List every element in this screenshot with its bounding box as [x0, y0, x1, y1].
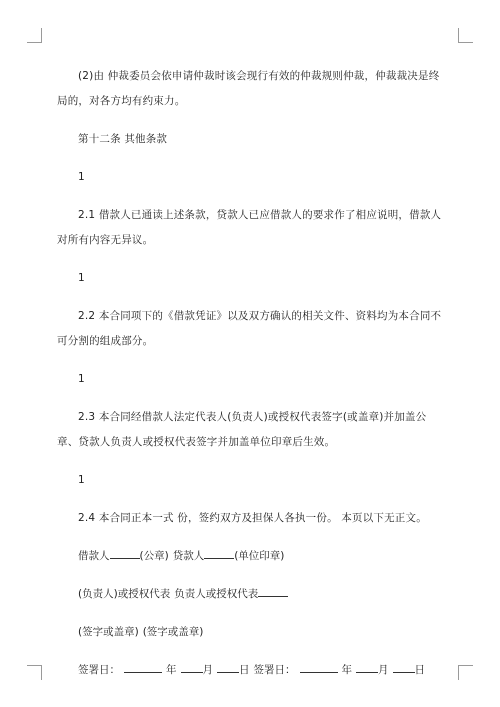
month-blank-right	[356, 661, 378, 673]
year-blank-right	[300, 661, 338, 673]
year-blank-left	[124, 661, 162, 673]
paragraph-number: 1	[78, 373, 85, 385]
sign-left: (签字或盖章)	[78, 626, 139, 638]
day-left: 日	[239, 664, 250, 676]
rep-right: 负责人或授权代表	[174, 588, 259, 600]
lender-seal: (单位印章)	[234, 550, 285, 562]
section-heading-article-12: 第十二条 其他条款	[78, 133, 168, 145]
paragraph-clause-2-2: 2.2 本合同项下的《借款凭证》以及双方确认的相关文件、资料均为本合同不可分割的组成部分。	[57, 310, 442, 347]
date-label-left: 签署日：	[78, 664, 120, 676]
paragraph-number: 1	[78, 171, 85, 183]
rep-blank	[258, 585, 288, 597]
crop-mark-bottom-left	[27, 665, 42, 680]
month-blank-left	[181, 661, 203, 673]
paragraph-clause-2-3: 2.3 本合同经借款人法定代表人(负责人)或授权代表签字(或盖章)并加盖公章、贷款人负责人或授权代表签字并加盖单位印章后生效。	[57, 411, 427, 448]
year-right: 年	[341, 664, 352, 676]
signature-parties-line	[57, 544, 445, 569]
lender-label: 贷款人	[172, 550, 205, 562]
day-blank-left	[217, 661, 239, 673]
sign-right: (签字或盖章)	[142, 626, 204, 638]
crop-mark-bottom-right	[458, 665, 473, 680]
lender-blank	[204, 547, 234, 559]
day-blank-right	[393, 661, 415, 673]
month-left: 月	[202, 664, 213, 676]
paragraph-number: 1	[78, 272, 85, 284]
rep-left: (负责人)或授权代表	[78, 588, 171, 600]
document-body	[57, 64, 445, 696]
paragraph-clause-2-4: 2.4 本合同正本一式 份，签约双方及担保人各执一份。 本页以下无正文。	[78, 512, 427, 524]
paragraph-clause-2-1: 2.1 借款人已通读上述条款，贷款人已应借款人的要求作了相应说明，借款人对所有内容无异议。	[57, 209, 442, 246]
signature-representative-line	[57, 582, 445, 607]
borrower-blank	[110, 547, 140, 559]
borrower-label: 借款人	[78, 550, 110, 562]
crop-mark-top-left	[27, 28, 42, 43]
paragraph-arbitration: (2)由 仲裁委员会依申请仲裁时该会现行有效的仲裁规则仲裁，仲裁裁决是终局的，对各方均有约束力。	[57, 70, 440, 107]
paragraph-number: 1	[78, 474, 85, 486]
day-right: 日	[414, 664, 425, 676]
signature-date-line	[57, 658, 445, 683]
crop-mark-top-right	[458, 28, 473, 43]
signature-sign-line	[57, 620, 445, 645]
month-right: 月	[378, 664, 389, 676]
date-label-right: 签署日：	[253, 664, 296, 676]
year-left: 年	[166, 664, 177, 676]
borrower-seal: (公章)	[139, 550, 169, 562]
